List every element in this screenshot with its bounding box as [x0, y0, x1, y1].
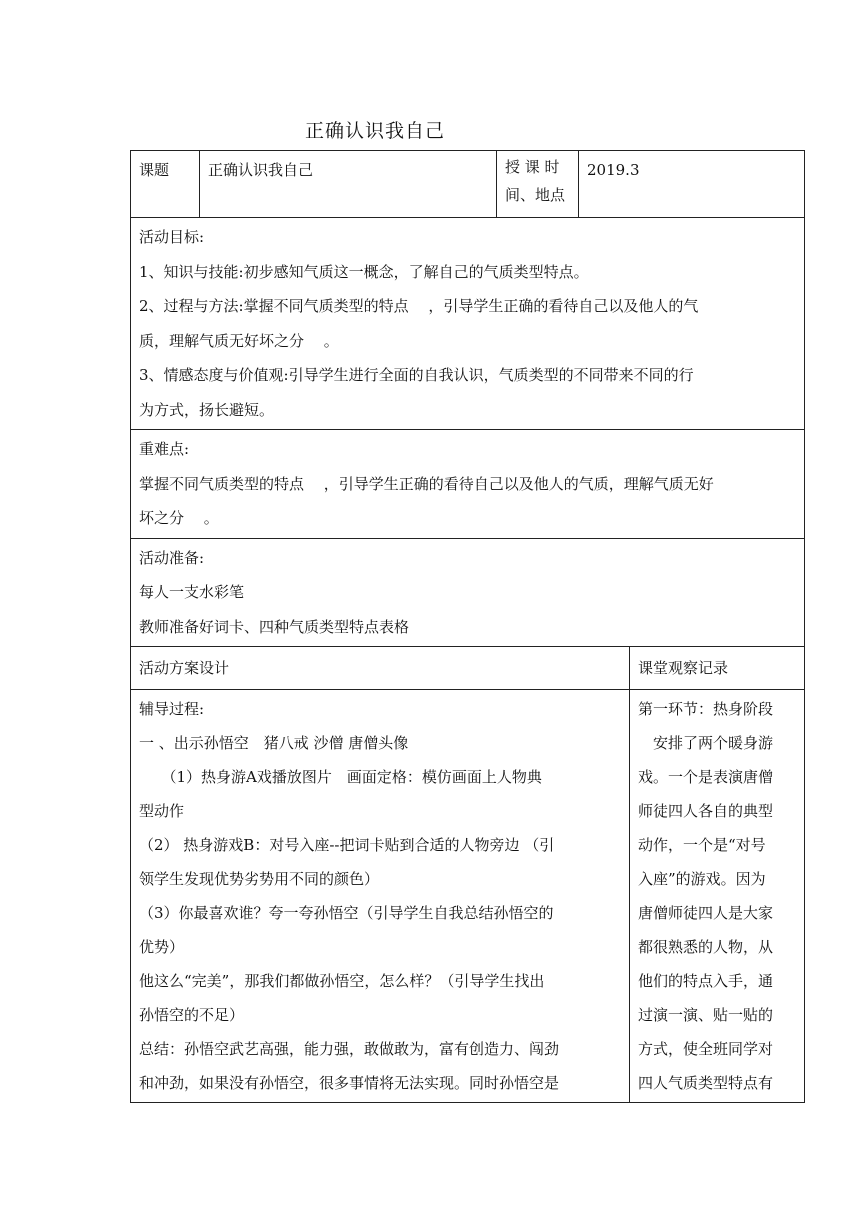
observation-line: 入座”的游戏。因为 [638, 870, 766, 888]
observation-line: 四人气质类型特点有 [638, 1074, 774, 1092]
preparation-line: 教师准备好词卡、四种气质类型特点表格 [139, 617, 410, 636]
plan-line: 和冲劲，如果没有孙悟空，很多事情将无法实现。同时孙悟空是 [139, 1074, 560, 1092]
observation-line: 安排了两个暖身游 [638, 734, 774, 752]
objective-line: 2、过程与方法:掌握不同气质类型的特点 ，引导学生正确的看待自己以及他人的气 [139, 297, 699, 315]
plan-line: （3）你最喜欢谁？夸一夸孙悟空（引导学生自我总结孙悟空的 [139, 904, 554, 922]
time-place-label [497, 151, 579, 218]
observation-cell [630, 690, 805, 1103]
preparation-line: 每人一支水彩笔 [139, 583, 245, 601]
plan-row [131, 690, 805, 1103]
lesson-table [130, 150, 805, 1103]
plan-header-row [131, 647, 805, 690]
page-title: 正确认识我自己 [305, 120, 446, 142]
observation-line: 他们的特点入手，通 [638, 972, 774, 990]
header-row [131, 151, 805, 218]
plan-line: 优势） [139, 938, 185, 956]
preparation-cell [131, 538, 805, 647]
key-points-heading: 重难点: [139, 440, 190, 458]
objective-line: 1、知识与技能:初步感知气质这一概念，了解自己的气质类型特点。 [139, 262, 589, 281]
time-place-label-line-1: 授 课 时 [505, 158, 560, 176]
plan-cell [131, 690, 630, 1103]
plan-line: 他这么“完美”，那我们都做孙悟空，怎么样？（引导学生找出 [139, 972, 545, 990]
observation-line: 过演一演、贴一贴的 [638, 1006, 774, 1024]
objectives-cell [131, 218, 805, 430]
objective-line: 质，理解气质无好坏之分 。 [139, 331, 339, 350]
time-place-value: 2019.3 [579, 151, 805, 218]
observation-line: 师徒四人各自的典型 [638, 802, 774, 820]
objectives-row [131, 218, 805, 430]
plan-line: 一 、出示孙悟空 猪八戒 沙僧 唐僧头像 [139, 734, 409, 752]
observation-line: 戏。一个是表演唐僧 [638, 768, 774, 786]
topic-label: 课题 [131, 151, 200, 218]
observation-line: 都很熟悉的人物，从 [638, 938, 774, 956]
plan-line: 型动作 [139, 802, 185, 820]
objective-line: 为方式，扬长避短。 [139, 400, 275, 419]
observation-line: 方式，使全班同学对 [638, 1040, 774, 1058]
plan-line: 领学生发现优势劣势用不同的颜色） [139, 870, 380, 888]
observation-label: 课堂观察记录 [630, 647, 805, 690]
topic-value: 正确认识我自己 [200, 151, 497, 218]
key-points-line: 坏之分 。 [139, 509, 219, 527]
plan-line: （2） 热身游戏B：对号入座--把词卡贴到合适的人物旁边 （引 [139, 836, 555, 854]
plan-line: 孙悟空的不足） [139, 1006, 245, 1024]
preparation-row [131, 538, 805, 647]
observation-line: 动作，一个是“对号 [638, 836, 766, 854]
plan-line: 辅导过程: [139, 700, 205, 718]
plan-line: （1）热身游A戏播放图片 画面定格：模仿画面上人物典 [139, 768, 542, 786]
objectives-heading: 活动目标: [139, 228, 205, 246]
key-points-line: 掌握不同气质类型的特点 ，引导学生正确的看待自己以及他人的气质，理解气质无好 [139, 474, 714, 493]
observation-line: 唐僧师徒四人是大家 [638, 904, 774, 922]
preparation-heading: 活动准备: [139, 548, 205, 567]
objective-line: 3、情感态度与价值观:引导学生进行全面的自我认识，气质类型的不同带来不同的行 [139, 366, 694, 384]
key-points-cell [131, 430, 805, 539]
observation-line: 第一环节：热身阶段 [638, 700, 774, 718]
key-points-row [131, 430, 805, 539]
plan-line: 总结：孙悟空武艺高强，能力强，敢做敢为，富有创造力、闯劲 [139, 1040, 560, 1058]
design-label: 活动方案设计 [131, 647, 630, 690]
time-place-label-line-2: 间、地点 [505, 186, 566, 204]
